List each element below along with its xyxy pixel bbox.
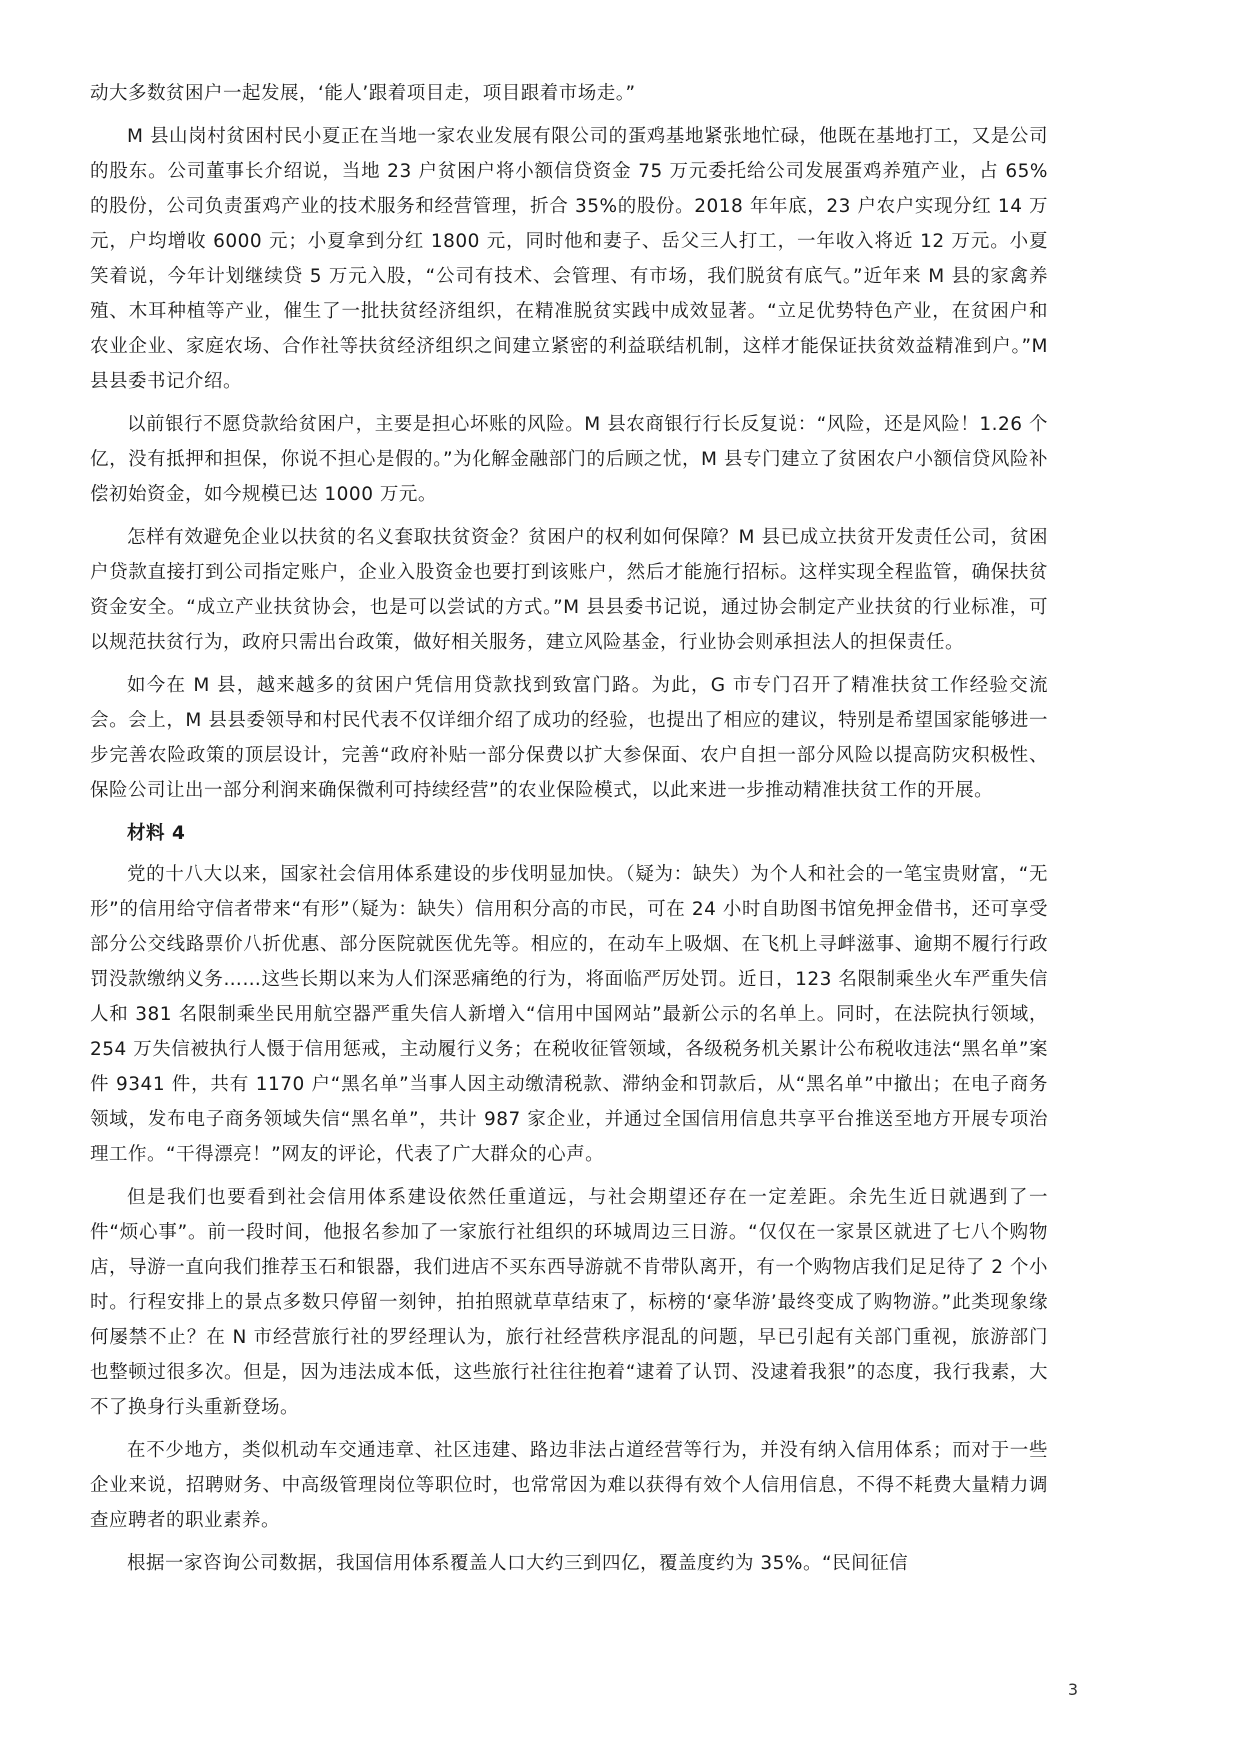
- paragraph: 党的十八大以来，国家社会信用体系建设的步伐明显加快。（疑为：缺失）为个人和社会的一笔宝贵财富，“无形”的信用给守信者带来“有形”（疑为：缺失）信用积分高的市民，可在 24 小时自助图书馆免押金借书，还可享受部分公交线路票价八折优惠、部分医院就医优先等。相应的，在动车上吸烟、在飞机上寻衅滋事、逾期不履行行政罚没款缴纳义务……这些长期以来为人们深恶痛绝的行为，将面临严厉处罚。近日，123 名限制乘坐火车严重失信人和 381 名限制乘坐民用航空器严重失信人新增入“信用中国网站”最新公示的名单上。同时，在法院执行领域，254 万失信被执行人慑于信用惩戒，主动履行义务；在税收征管领域，各级税务机关累计公布税收违法“黑名单”案件 9341 件，共有 1170 户“黑名单”当事人因主动缴清税款、滞纳金和罚款后，从“黑名单”中撤出；在电子商务领域，发布电子商务领域失信“黑名单”，共计 987 家企业，并通过全国信用信息共享平台推送至地方开展专项治理工作。“干得漂亮！”网友的评论，代表了广大群众的心声。: [90, 864, 1048, 1165]
- paragraph: M 县山岗村贫困村民小夏正在当地一家农业发展有限公司的蛋鸡基地紧张地忙碌，他既在基地打工，又是公司的股东。公司董事长介绍说，当地 23 户贫困户将小额信贷资金 75 万元委托给公司发展蛋鸡养殖产业，占 65%的股份，公司负责蛋鸡产业的技术服务和经营管理，折合 35%的股份。2018 年年底，23 户农户实现分红 14 万元，户均增收 6000 元；小夏拿到分红 1800 元，同时他和妻子、岳父三人打工，一年收入将近 12 万元。小夏笑着说，今年计划继续贷 5 万元入股，“公司有技术、会管理、有市场，我们脱贫有底气。”近年来 M 县的家禽养殖、木耳种植等产业，催生了一批扶贫经济组织，在精准脱贫实践中成效显著。“立足优势特色产业，在贫困户和农业企业、家庭农场、合作社等扶贫经济组织之间建立紧密的利益联结机制，这样才能保证扶贫效益精准到户。”M 县县委书记介绍。: [90, 126, 1048, 392]
- paragraph: 怎样有效避免企业以扶贫的名义套取扶贫资金？贫困户的权利如何保障？M 县已成立扶贫开发责任公司，贫困户贷款直接打到公司指定账户，企业入股资金也要打到该账户，然后才能施行招标。这样实现全程监管，确保扶贫资金安全。“成立产业扶贫协会，也是可以尝试的方式。”M 县县委书记说，通过协会制定产业扶贫的行业标准，可以规范扶贫行为，政府只需出台政策，做好相关服务，建立风险基金，行业协会则承担法人的担保责任。: [90, 527, 1048, 653]
- section-heading: 材料 4: [127, 823, 186, 844]
- paragraph-continuation: 动大多数贫困户一起发展，‘能人’跟着项目走，项目跟着市场走。”: [90, 83, 636, 104]
- paragraph: 以前银行不愿贷款给贫困户，主要是担心坏账的风险。M 县农商银行行长反复说：“风险，还是风险！1.26 个亿，没有抵押和担保，你说不担心是假的。”为化解金融部门的后顾之忧，M 县专门建立了贫困农户小额信贷风险补偿初始资金，如今规模已达 1000 万元。: [90, 414, 1048, 505]
- paragraph: 如今在 M 县，越来越多的贫困户凭信用贷款找到致富门路。为此，G 市专门召开了精准扶贫工作经验交流会。会上，M 县县委领导和村民代表不仅详细介绍了成功的经验，也提出了相应的建议，特别是希望国家能够进一步完善农险政策的顶层设计，完善“政府补贴一部分保费以扩大参保面、农户自担一部分风险以提高防灾积极性、保险公司让出一部分利润来确保微利可持续经营”的农业保险模式，以此来进一步推动精准扶贫工作的开展。: [90, 675, 1048, 801]
- paragraph: 根据一家咨询公司数据，我国信用体系覆盖人口大约三到四亿，覆盖度约为 35%。“民间征信: [127, 1553, 909, 1574]
- paragraph: 但是我们也要看到社会信用体系建设依然任重道远，与社会期望还存在一定差距。余先生近日就遇到了一件“烦心事”。前一段时间，他报名参加了一家旅行社组织的环城周边三日游。“仅仅在一家景区就进了七八个购物店，导游一直向我们推荐玉石和银器，我们进店不买东西导游就不肯带队离开，有一个购物店我们足足待了 2 个小时。行程安排上的景点多数只停留一刻钟，拍拍照就草草结束了，标榜的‘豪华游’最终变成了购物游。”此类现象缘何屡禁不止？在 N 市经营旅行社的罗经理认为，旅行社经营秩序混乱的问题，早已引起有关部门重视，旅游部门也整顿过很多次。但是，因为违法成本低，这些旅行社往往抱着“逮着了认罚、没逮着我狠”的态度，我行我素，大不了换身行头重新登场。: [90, 1187, 1048, 1418]
- document-body: [90, 76, 1048, 1589]
- page-number: 3: [1067, 1680, 1078, 1699]
- paragraph: 在不少地方，类似机动车交通违章、社区违建、路边非法占道经营等行为，并没有纳入信用体系；而对于一些企业来说，招聘财务、中高级管理岗位等职位时，也常常因为难以获得有效个人信用信息，不得不耗费大量精力调查应聘者的职业素养。: [90, 1440, 1048, 1531]
